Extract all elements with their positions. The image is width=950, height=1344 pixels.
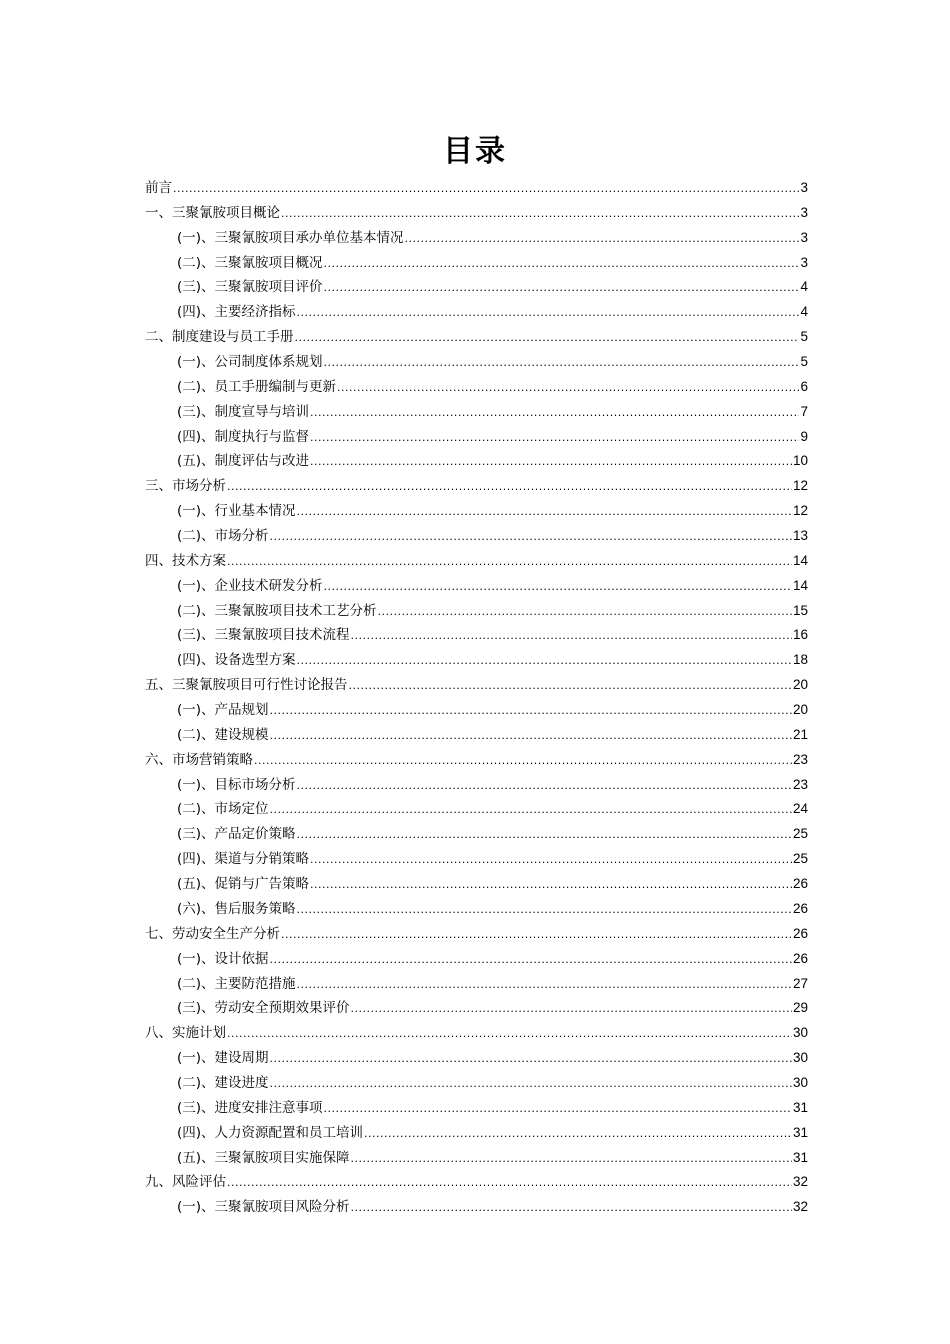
toc-dot-leader — [324, 1097, 792, 1122]
toc-entry-page-number: 23 — [792, 751, 808, 767]
toc-entry[interactable] — [145, 549, 808, 574]
toc-dot-leader — [297, 973, 792, 998]
toc-entry-label: (一)、目标市场分析 — [177, 776, 296, 793]
toc-entry-label: 六、市场营销策略 — [145, 751, 253, 768]
toc-dot-leader — [270, 724, 792, 749]
toc-dot-leader — [281, 923, 792, 948]
toc-entry[interactable] — [145, 947, 808, 972]
toc-entry-label: 前言 — [145, 180, 172, 196]
toc-entry-label: (四)、设备选型方案 — [177, 652, 296, 669]
toc-entry-page-number: 27 — [792, 975, 808, 991]
toc-entry-label: (三)、产品定价策略 — [177, 826, 296, 843]
toc-entry[interactable] — [145, 325, 808, 350]
toc-entry-label: 九、风险评估 — [145, 1174, 226, 1191]
toc-entry-page-number: 26 — [792, 950, 808, 966]
toc-dot-leader — [310, 848, 792, 873]
toc-entry[interactable] — [145, 822, 808, 847]
toc-entry-label: 四、技术方案 — [145, 552, 226, 569]
toc-entry-label: (二)、建设进度 — [177, 1074, 269, 1091]
toc-dot-leader — [270, 525, 792, 550]
toc-entry[interactable] — [145, 698, 808, 723]
toc-entry-label: (四)、主要经济指标 — [177, 304, 296, 321]
toc-entry-page-number: 14 — [792, 552, 808, 568]
toc-entry[interactable] — [145, 1096, 808, 1121]
toc-dot-leader — [351, 1147, 792, 1172]
toc-entry-page-number: 12 — [792, 478, 808, 494]
toc-dot-leader — [310, 426, 799, 451]
toc-entry-page-number: 3 — [800, 254, 808, 270]
toc-dot-leader — [378, 600, 792, 625]
toc-entry-page-number: 25 — [792, 826, 808, 842]
toc-entry-label: 三、市场分析 — [145, 478, 226, 495]
toc-dot-leader — [227, 550, 792, 575]
toc-entry[interactable] — [145, 474, 808, 499]
toc-entry-page-number: 20 — [792, 702, 808, 718]
toc-entry-page-number: 26 — [792, 876, 808, 892]
toc-entry-label: (一)、产品规划 — [177, 702, 269, 719]
toc-dot-leader — [173, 177, 799, 202]
toc-entry-label: (一)、建设周期 — [177, 1050, 269, 1067]
toc-title: 目录 — [443, 134, 507, 169]
toc-entry[interactable] — [145, 922, 808, 947]
toc-dot-leader — [324, 252, 800, 277]
toc-entry-label: 七、劳动安全生产分析 — [145, 925, 280, 942]
toc-entry-page-number: 26 — [792, 900, 808, 916]
toc-entry[interactable] — [145, 996, 808, 1021]
toc-entry-page-number: 21 — [792, 726, 808, 742]
toc-entry-label: (一)、三聚氰胺项目承办单位基本情况 — [177, 229, 404, 246]
toc-entry-page-number: 20 — [792, 677, 808, 693]
toc-entry-page-number: 16 — [792, 627, 808, 643]
toc-entry-page-number: 7 — [800, 403, 808, 419]
toc-entry-page-number: 31 — [792, 1124, 808, 1140]
toc-entry-page-number: 30 — [792, 1074, 808, 1090]
toc-dot-leader — [310, 450, 792, 475]
toc-entry[interactable] — [145, 648, 808, 673]
toc-entry[interactable] — [145, 425, 808, 450]
toc-dot-leader — [324, 575, 792, 600]
toc-dot-leader — [337, 376, 799, 401]
toc-entry-label: (四)、渠道与分销策略 — [177, 851, 310, 868]
toc-entry-page-number: 25 — [792, 851, 808, 867]
toc-entry[interactable] — [145, 972, 808, 997]
toc-dot-leader — [270, 699, 792, 724]
toc-dot-leader — [351, 997, 792, 1022]
toc-entry-page-number: 9 — [800, 428, 808, 444]
toc-entry-label: (六)、售后服务策略 — [177, 900, 296, 917]
toc-list — [145, 176, 808, 1220]
toc-entry[interactable] — [145, 623, 808, 648]
toc-entry[interactable] — [145, 872, 808, 897]
toc-entry[interactable] — [145, 251, 808, 276]
toc-entry-page-number: 12 — [792, 503, 808, 519]
toc-entry-label: (三)、制度宣导与培训 — [177, 403, 310, 420]
toc-entry-label: (四)、人力资源配置和员工培训 — [177, 1124, 364, 1141]
toc-dot-leader — [297, 823, 792, 848]
toc-entry-label: (一)、公司制度体系规划 — [177, 354, 323, 371]
toc-entry-label: (三)、进度安排注意事项 — [177, 1099, 323, 1116]
toc-dot-leader — [270, 948, 792, 973]
toc-dot-leader — [227, 1171, 792, 1196]
toc-entry-page-number: 3 — [800, 229, 808, 245]
toc-entry-page-number: 18 — [792, 652, 808, 668]
toc-entry[interactable] — [145, 176, 808, 201]
toc-entry-page-number: 24 — [792, 801, 808, 817]
toc-entry-label: (三)、三聚氰胺项目评价 — [177, 279, 323, 296]
toc-entry[interactable] — [145, 748, 808, 773]
toc-entry-page-number: 4 — [800, 304, 808, 320]
toc-entry[interactable] — [145, 847, 808, 872]
toc-entry[interactable] — [145, 201, 808, 226]
toc-dot-leader — [270, 798, 792, 823]
toc-entry-page-number: 31 — [792, 1149, 808, 1165]
toc-entry-label: (一)、行业基本情况 — [177, 503, 296, 520]
toc-dot-leader — [281, 202, 799, 227]
toc-entry[interactable] — [145, 300, 808, 325]
toc-entry-label: 八、实施计划 — [145, 1025, 226, 1042]
toc-entry-label: (二)、建设规模 — [177, 726, 269, 743]
toc-entry[interactable] — [145, 897, 808, 922]
toc-dot-leader — [227, 1022, 792, 1047]
toc-entry-page-number: 30 — [792, 1025, 808, 1041]
toc-entry-page-number: 6 — [800, 378, 808, 394]
toc-dot-leader — [297, 301, 800, 326]
toc-entry[interactable] — [145, 449, 808, 474]
toc-dot-leader — [324, 351, 800, 376]
toc-entry-label: (一)、企业技术研发分析 — [177, 577, 323, 594]
toc-dot-leader — [310, 401, 799, 426]
toc-entry[interactable] — [145, 375, 808, 400]
toc-entry[interactable] — [145, 1146, 808, 1171]
toc-entry[interactable] — [145, 574, 808, 599]
toc-dot-leader — [351, 1196, 792, 1221]
toc-dot-leader — [227, 475, 792, 500]
toc-entry[interactable] — [145, 1071, 808, 1096]
toc-dot-leader — [324, 276, 800, 301]
toc-entry[interactable] — [145, 1170, 808, 1195]
toc-entry-label: (五)、三聚氰胺项目实施保障 — [177, 1149, 350, 1166]
toc-dot-leader — [270, 1047, 792, 1072]
toc-dot-leader — [405, 227, 800, 252]
toc-entry[interactable] — [145, 1021, 808, 1046]
toc-entry-label: (二)、市场定位 — [177, 801, 269, 818]
toc-entry-label: (二)、市场分析 — [177, 528, 269, 545]
toc-entry-label: (二)、三聚氰胺项目技术工艺分析 — [177, 602, 377, 619]
toc-entry-label: 五、三聚氰胺项目可行性讨论报告 — [145, 677, 348, 694]
toc-entry-page-number: 30 — [792, 1050, 808, 1066]
toc-entry-label: (三)、三聚氰胺项目技术流程 — [177, 627, 350, 644]
toc-entry[interactable] — [145, 1121, 808, 1146]
toc-entry-page-number: 23 — [792, 776, 808, 792]
toc-entry[interactable] — [145, 1046, 808, 1071]
toc-entry[interactable] — [145, 524, 808, 549]
toc-entry-page-number: 5 — [800, 329, 808, 345]
toc-entry-page-number: 26 — [792, 925, 808, 941]
toc-dot-leader — [297, 649, 792, 674]
toc-entry-label: (四)、制度执行与监督 — [177, 428, 310, 445]
toc-entry-label: (二)、主要防范措施 — [177, 975, 296, 992]
toc-entry-page-number: 32 — [792, 1174, 808, 1190]
toc-entry-label: 一、三聚氰胺项目概论 — [145, 204, 280, 221]
toc-entry-label: (三)、劳动安全预期效果评价 — [177, 1000, 350, 1017]
toc-entry[interactable] — [145, 723, 808, 748]
toc-entry[interactable] — [145, 400, 808, 425]
toc-dot-leader — [270, 1072, 792, 1097]
toc-entry-label: (五)、促销与广告策略 — [177, 876, 310, 893]
toc-entry-page-number: 32 — [792, 1199, 808, 1215]
toc-entry[interactable] — [145, 599, 808, 624]
toc-entry-page-number: 10 — [792, 453, 808, 469]
toc-entry-page-number: 15 — [792, 602, 808, 618]
toc-entry-label: (一)、设计依据 — [177, 950, 269, 967]
toc-entry-page-number: 5 — [800, 354, 808, 370]
toc-dot-leader — [364, 1122, 792, 1147]
toc-entry-page-number: 13 — [792, 528, 808, 544]
toc-entry-page-number: 31 — [792, 1099, 808, 1115]
toc-entry-page-number: 14 — [792, 577, 808, 593]
toc-entry[interactable] — [145, 275, 808, 300]
toc-entry[interactable] — [145, 350, 808, 375]
toc-dot-leader — [254, 749, 792, 774]
toc-entry[interactable] — [145, 226, 808, 251]
toc-dot-leader — [349, 674, 792, 699]
toc-entry[interactable] — [145, 797, 808, 822]
toc-entry[interactable] — [145, 1195, 808, 1220]
toc-dot-leader — [297, 898, 792, 923]
toc-entry[interactable] — [145, 499, 808, 524]
toc-entry-label: (一)、三聚氰胺项目风险分析 — [177, 1199, 350, 1216]
toc-dot-leader — [295, 326, 800, 351]
toc-entry-page-number: 3 — [800, 180, 808, 195]
toc-entry-label: (二)、员工手册编制与更新 — [177, 378, 337, 395]
toc-entry[interactable] — [145, 673, 808, 698]
toc-entry-label: 二、制度建设与员工手册 — [145, 329, 294, 346]
toc-entry-label: (五)、制度评估与改进 — [177, 453, 310, 470]
toc-entry-page-number: 4 — [800, 279, 808, 295]
toc-dot-leader — [310, 873, 792, 898]
toc-entry[interactable] — [145, 773, 808, 798]
toc-entry-page-number: 29 — [792, 1000, 808, 1016]
toc-dot-leader — [297, 774, 792, 799]
toc-dot-leader — [297, 500, 792, 525]
toc-dot-leader — [351, 624, 792, 649]
toc-entry-label: (二)、三聚氰胺项目概况 — [177, 254, 323, 271]
toc-entry-page-number: 3 — [800, 204, 808, 220]
